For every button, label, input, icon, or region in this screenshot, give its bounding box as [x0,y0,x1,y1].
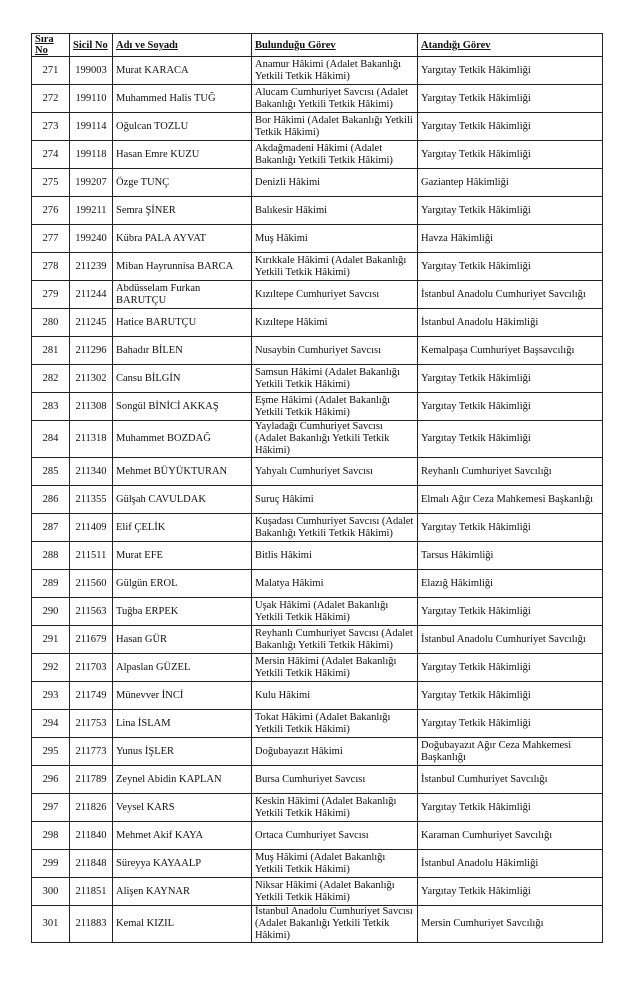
cell-name: Gülşah CAVULDAK [113,486,252,514]
cell-name: Zeynel Abidin KAPLAN [113,766,252,794]
cell-sira-no: 277 [32,225,70,253]
table-row [32,253,603,281]
cell-sira-no: 284 [32,421,70,458]
cell-sicil-no: 211883 [70,906,113,943]
cell-name: Hatice BARUTÇU [113,309,252,337]
cell-name: Lina İSLAM [113,710,252,738]
table-row [32,365,603,393]
cell-sicil-no: 211826 [70,794,113,822]
table-row [32,281,603,309]
table-row [32,309,603,337]
cell-current-post: Nusaybin Cumhuriyet Savcısı [252,337,418,365]
cell-sicil-no: 199118 [70,141,113,169]
cell-sicil-no: 199207 [70,169,113,197]
cell-assigned-post: Yargıtay Tetkik Hâkimliği [418,654,603,682]
cell-name: Murat KARACA [113,57,252,85]
cell-name: Muhammed Halis TUĞ [113,85,252,113]
cell-sira-no: 289 [32,570,70,598]
cell-assigned-post: Yargıtay Tetkik Hâkimliği [418,794,603,822]
cell-sicil-no: 199211 [70,197,113,225]
cell-sira-no: 290 [32,598,70,626]
table-header [32,34,603,57]
cell-sicil-no: 211244 [70,281,113,309]
cell-sira-no: 286 [32,486,70,514]
header-assigned-post: Atandığı Görev [418,34,603,57]
cell-assigned-post: Yargıtay Tetkik Hâkimliği [418,514,603,542]
cell-name: Alişen KAYNAR [113,878,252,906]
cell-current-post: Suruç Hâkimi [252,486,418,514]
cell-sira-no: 279 [32,281,70,309]
cell-sira-no: 273 [32,113,70,141]
appointment-table [31,33,603,943]
table-row [32,514,603,542]
cell-current-post: Anamur Hâkimi (Adalet Bakanlığı Yetkili Tetkik Hâkimi) [252,57,418,85]
cell-assigned-post: Yargıtay Tetkik Hâkimliği [418,113,603,141]
cell-sira-no: 299 [32,850,70,878]
cell-current-post: Mersin Hâkimi (Adalet Bakanlığı Yetkili Tetkik Hâkimi) [252,654,418,682]
cell-current-post: Ortaca Cumhuriyet Savcısı [252,822,418,850]
cell-assigned-post: Elmalı Ağır Ceza Mahkemesi Başkanlığı [418,486,603,514]
cell-current-post: Denizli Hâkimi [252,169,418,197]
cell-sicil-no: 199114 [70,113,113,141]
cell-sira-no: 301 [32,906,70,943]
table-row [32,682,603,710]
cell-sira-no: 288 [32,542,70,570]
table-row [32,393,603,421]
cell-sira-no: 278 [32,253,70,281]
cell-current-post: Muş Hâkimi [252,225,418,253]
cell-name: Mehmet BÜYÜKTURAN [113,458,252,486]
cell-name: Miban Hayrunnisa BARCA [113,253,252,281]
header-row [32,34,603,57]
cell-name: Kübra PALA AYVAT [113,225,252,253]
cell-assigned-post: Karaman Cumhuriyet Savcılığı [418,822,603,850]
cell-name: Münevver İNCİ [113,682,252,710]
cell-sicil-no: 211302 [70,365,113,393]
table-row [32,878,603,906]
cell-sicil-no: 211679 [70,626,113,654]
cell-sicil-no: 199240 [70,225,113,253]
cell-name: Murat EFE [113,542,252,570]
cell-assigned-post: Tarsus Hâkimliği [418,542,603,570]
cell-name: Hasan Emre KUZU [113,141,252,169]
table-row [32,85,603,113]
cell-assigned-post: Elazığ Hâkimliği [418,570,603,598]
cell-sicil-no: 211245 [70,309,113,337]
cell-current-post: Tokat Hâkimi (Adalet Bakanlığı Yetkili Tetkik Hâkimi) [252,710,418,738]
cell-sira-no: 300 [32,878,70,906]
cell-current-post: Yayladağı Cumhuriyet Savcısı (Adalet Bakanlığı Yetkili Tetkik Hâkimi) [252,421,418,458]
cell-assigned-post: Kemalpaşa Cumhuriyet Başsavcılığı [418,337,603,365]
cell-name: Semra ŞİNER [113,197,252,225]
cell-name: Veysel KARS [113,794,252,822]
cell-sicil-no: 211340 [70,458,113,486]
table-row [32,197,603,225]
table-row [32,458,603,486]
cell-assigned-post: Havza Hâkimliği [418,225,603,253]
cell-current-post: Uşak Hâkimi (Adalet Bakanlığı Yetkili Tetkik Hâkimi) [252,598,418,626]
cell-current-post: Doğubayazıt Hâkimi [252,738,418,766]
cell-assigned-post: İstanbul Anadolu Hâkimliği [418,309,603,337]
cell-current-post: Yahyalı Cumhuriyet Savcısı [252,458,418,486]
cell-sira-no: 285 [32,458,70,486]
cell-current-post: Bor Hâkimi (Adalet Bakanlığı Yetkili Tetkik Hâkimi) [252,113,418,141]
cell-sicil-no: 211773 [70,738,113,766]
cell-sicil-no: 211840 [70,822,113,850]
header-name: Adı ve Soyadı [113,34,252,57]
cell-current-post: Kızıltepe Hâkimi [252,309,418,337]
table-row [32,850,603,878]
cell-assigned-post: Yargıtay Tetkik Hâkimliği [418,57,603,85]
cell-current-post: Samsun Hâkimi (Adalet Bakanlığı Yetkili Tetkik Hâkimi) [252,365,418,393]
table-row [32,113,603,141]
cell-sira-no: 287 [32,514,70,542]
cell-sira-no: 282 [32,365,70,393]
cell-assigned-post: Gaziantep Hâkimliği [418,169,603,197]
cell-sicil-no: 211296 [70,337,113,365]
cell-sira-no: 291 [32,626,70,654]
cell-assigned-post: Yargıtay Tetkik Hâkimliği [418,393,603,421]
cell-assigned-post: Yargıtay Tetkik Hâkimliği [418,365,603,393]
cell-name: Gülgün EROL [113,570,252,598]
cell-assigned-post: Yargıtay Tetkik Hâkimliği [418,878,603,906]
cell-sira-no: 275 [32,169,70,197]
cell-assigned-post: İstanbul Anadolu Cumhuriyet Savcılığı [418,281,603,309]
cell-sicil-no: 211511 [70,542,113,570]
cell-sira-no: 292 [32,654,70,682]
cell-sira-no: 294 [32,710,70,738]
table-row [32,486,603,514]
cell-current-post: Akdağmadeni Hâkimi (Adalet Bakanlığı Yetkili Tetkik Hâkimi) [252,141,418,169]
cell-sicil-no: 211753 [70,710,113,738]
cell-assigned-post: Yargıtay Tetkik Hâkimliği [418,710,603,738]
table-row [32,822,603,850]
cell-name: Bahadır BİLEN [113,337,252,365]
cell-current-post: Malatya Hâkimi [252,570,418,598]
table-row [32,542,603,570]
cell-current-post: Keskin Hâkimi (Adalet Bakanlığı Yetkili Tetkik Hâkimi) [252,794,418,822]
cell-sira-no: 293 [32,682,70,710]
cell-sicil-no: 199110 [70,85,113,113]
cell-current-post: Kuşadası Cumhuriyet Savcısı (Adalet Bakanlığı Yetkili Tetkik Hâkimi) [252,514,418,542]
cell-name: Kemal KIZIL [113,906,252,943]
cell-name: Elif ÇELİK [113,514,252,542]
cell-sira-no: 272 [32,85,70,113]
cell-sicil-no: 211308 [70,393,113,421]
cell-current-post: Kırıkkale Hâkimi (Adalet Bakanlığı Yetkili Tetkik Hâkimi) [252,253,418,281]
table-row [32,906,603,943]
cell-sira-no: 283 [32,393,70,421]
cell-name: Abdüsselam Furkan BARUTÇU [113,281,252,309]
table-row [32,421,603,458]
cell-sira-no: 298 [32,822,70,850]
header-sira-no: Sıra No [32,34,70,57]
table-body [32,57,603,943]
cell-sicil-no: 211409 [70,514,113,542]
cell-assigned-post: Yargıtay Tetkik Hâkimliği [418,141,603,169]
table-row [32,738,603,766]
table-row [32,794,603,822]
cell-name: Süreyya KAYAALP [113,850,252,878]
table-row [32,598,603,626]
cell-current-post: Kızıltepe Cumhuriyet Savcısı [252,281,418,309]
cell-assigned-post: Yargıtay Tetkik Hâkimliği [418,197,603,225]
cell-assigned-post: Yargıtay Tetkik Hâkimliği [418,682,603,710]
cell-name: Tuğba ERPEK [113,598,252,626]
table-row [32,766,603,794]
cell-assigned-post: Yargıtay Tetkik Hâkimliği [418,85,603,113]
cell-sicil-no: 211789 [70,766,113,794]
cell-current-post: Muş Hâkimi (Adalet Bakanlığı Yetkili Tetkik Hâkimi) [252,850,418,878]
header-sicil-no: Sicil No [70,34,113,57]
cell-sicil-no: 211848 [70,850,113,878]
cell-sicil-no: 211851 [70,878,113,906]
cell-assigned-post: Yargıtay Tetkik Hâkimliği [418,253,603,281]
cell-assigned-post: İstanbul Cumhuriyet Savcılığı [418,766,603,794]
cell-name: Hasan GÜR [113,626,252,654]
cell-assigned-post: Doğubayazıt Ağır Ceza Mahkemesi Başkanlığı [418,738,603,766]
table-row [32,225,603,253]
table-row [32,141,603,169]
cell-current-post: Eşme Hâkimi (Adalet Bakanlığı Yetkili Tetkik Hâkimi) [252,393,418,421]
cell-sira-no: 280 [32,309,70,337]
cell-sicil-no: 199003 [70,57,113,85]
cell-sira-no: 295 [32,738,70,766]
cell-sira-no: 271 [32,57,70,85]
cell-current-post: Alucam Cumhuriyet Savcısı (Adalet Bakanlığı Yetkili Tetkik Hâkimi) [252,85,418,113]
cell-name: Oğulcan TOZLU [113,113,252,141]
cell-current-post: Niksar Hâkimi (Adalet Bakanlığı Yetkili Tetkik Hâkimi) [252,878,418,906]
header-current-post: Bulunduğu Görev [252,34,418,57]
table-row [32,57,603,85]
cell-sicil-no: 211355 [70,486,113,514]
table-row [32,654,603,682]
cell-sicil-no: 211563 [70,598,113,626]
cell-current-post: Kulu Hâkimi [252,682,418,710]
cell-sicil-no: 211560 [70,570,113,598]
cell-name: Mehmet Akif KAYA [113,822,252,850]
cell-assigned-post: Yargıtay Tetkik Hâkimliği [418,598,603,626]
cell-current-post: Balıkesir Hâkimi [252,197,418,225]
cell-current-post: Bursa Cumhuriyet Savcısı [252,766,418,794]
cell-current-post: Reyhanlı Cumhuriyet Savcısı (Adalet Bakanlığı Yetkili Tetkik Hâkimi) [252,626,418,654]
cell-sira-no: 281 [32,337,70,365]
cell-name: Özge TUNÇ [113,169,252,197]
cell-name: Muhammet BOZDAĞ [113,421,252,458]
cell-assigned-post: İstanbul Anadolu Hâkimliği [418,850,603,878]
cell-current-post: İstanbul Anadolu Cumhuriyet Savcısı (Adalet Bakanlığı Yetkili Tetkik Hâkimi) [252,906,418,943]
cell-assigned-post: Yargıtay Tetkik Hâkimliği [418,421,603,458]
cell-name: Alpaslan GÜZEL [113,654,252,682]
table-row [32,570,603,598]
cell-current-post: Bitlis Hâkimi [252,542,418,570]
cell-assigned-post: İstanbul Anadolu Cumhuriyet Savcılığı [418,626,603,654]
cell-sicil-no: 211239 [70,253,113,281]
cell-name: Yunus İŞLER [113,738,252,766]
cell-assigned-post: Reyhanlı Cumhuriyet Savcılığı [418,458,603,486]
cell-sira-no: 297 [32,794,70,822]
table-row [32,169,603,197]
cell-sicil-no: 211318 [70,421,113,458]
table-row [32,626,603,654]
cell-sicil-no: 211749 [70,682,113,710]
table-row [32,337,603,365]
cell-sira-no: 296 [32,766,70,794]
cell-name: Cansu BİLGİN [113,365,252,393]
cell-assigned-post: Mersin Cumhuriyet Savcılığı [418,906,603,943]
table-row [32,710,603,738]
cell-sira-no: 276 [32,197,70,225]
cell-sicil-no: 211703 [70,654,113,682]
cell-sira-no: 274 [32,141,70,169]
cell-name: Songül BİNİCİ AKKAŞ [113,393,252,421]
